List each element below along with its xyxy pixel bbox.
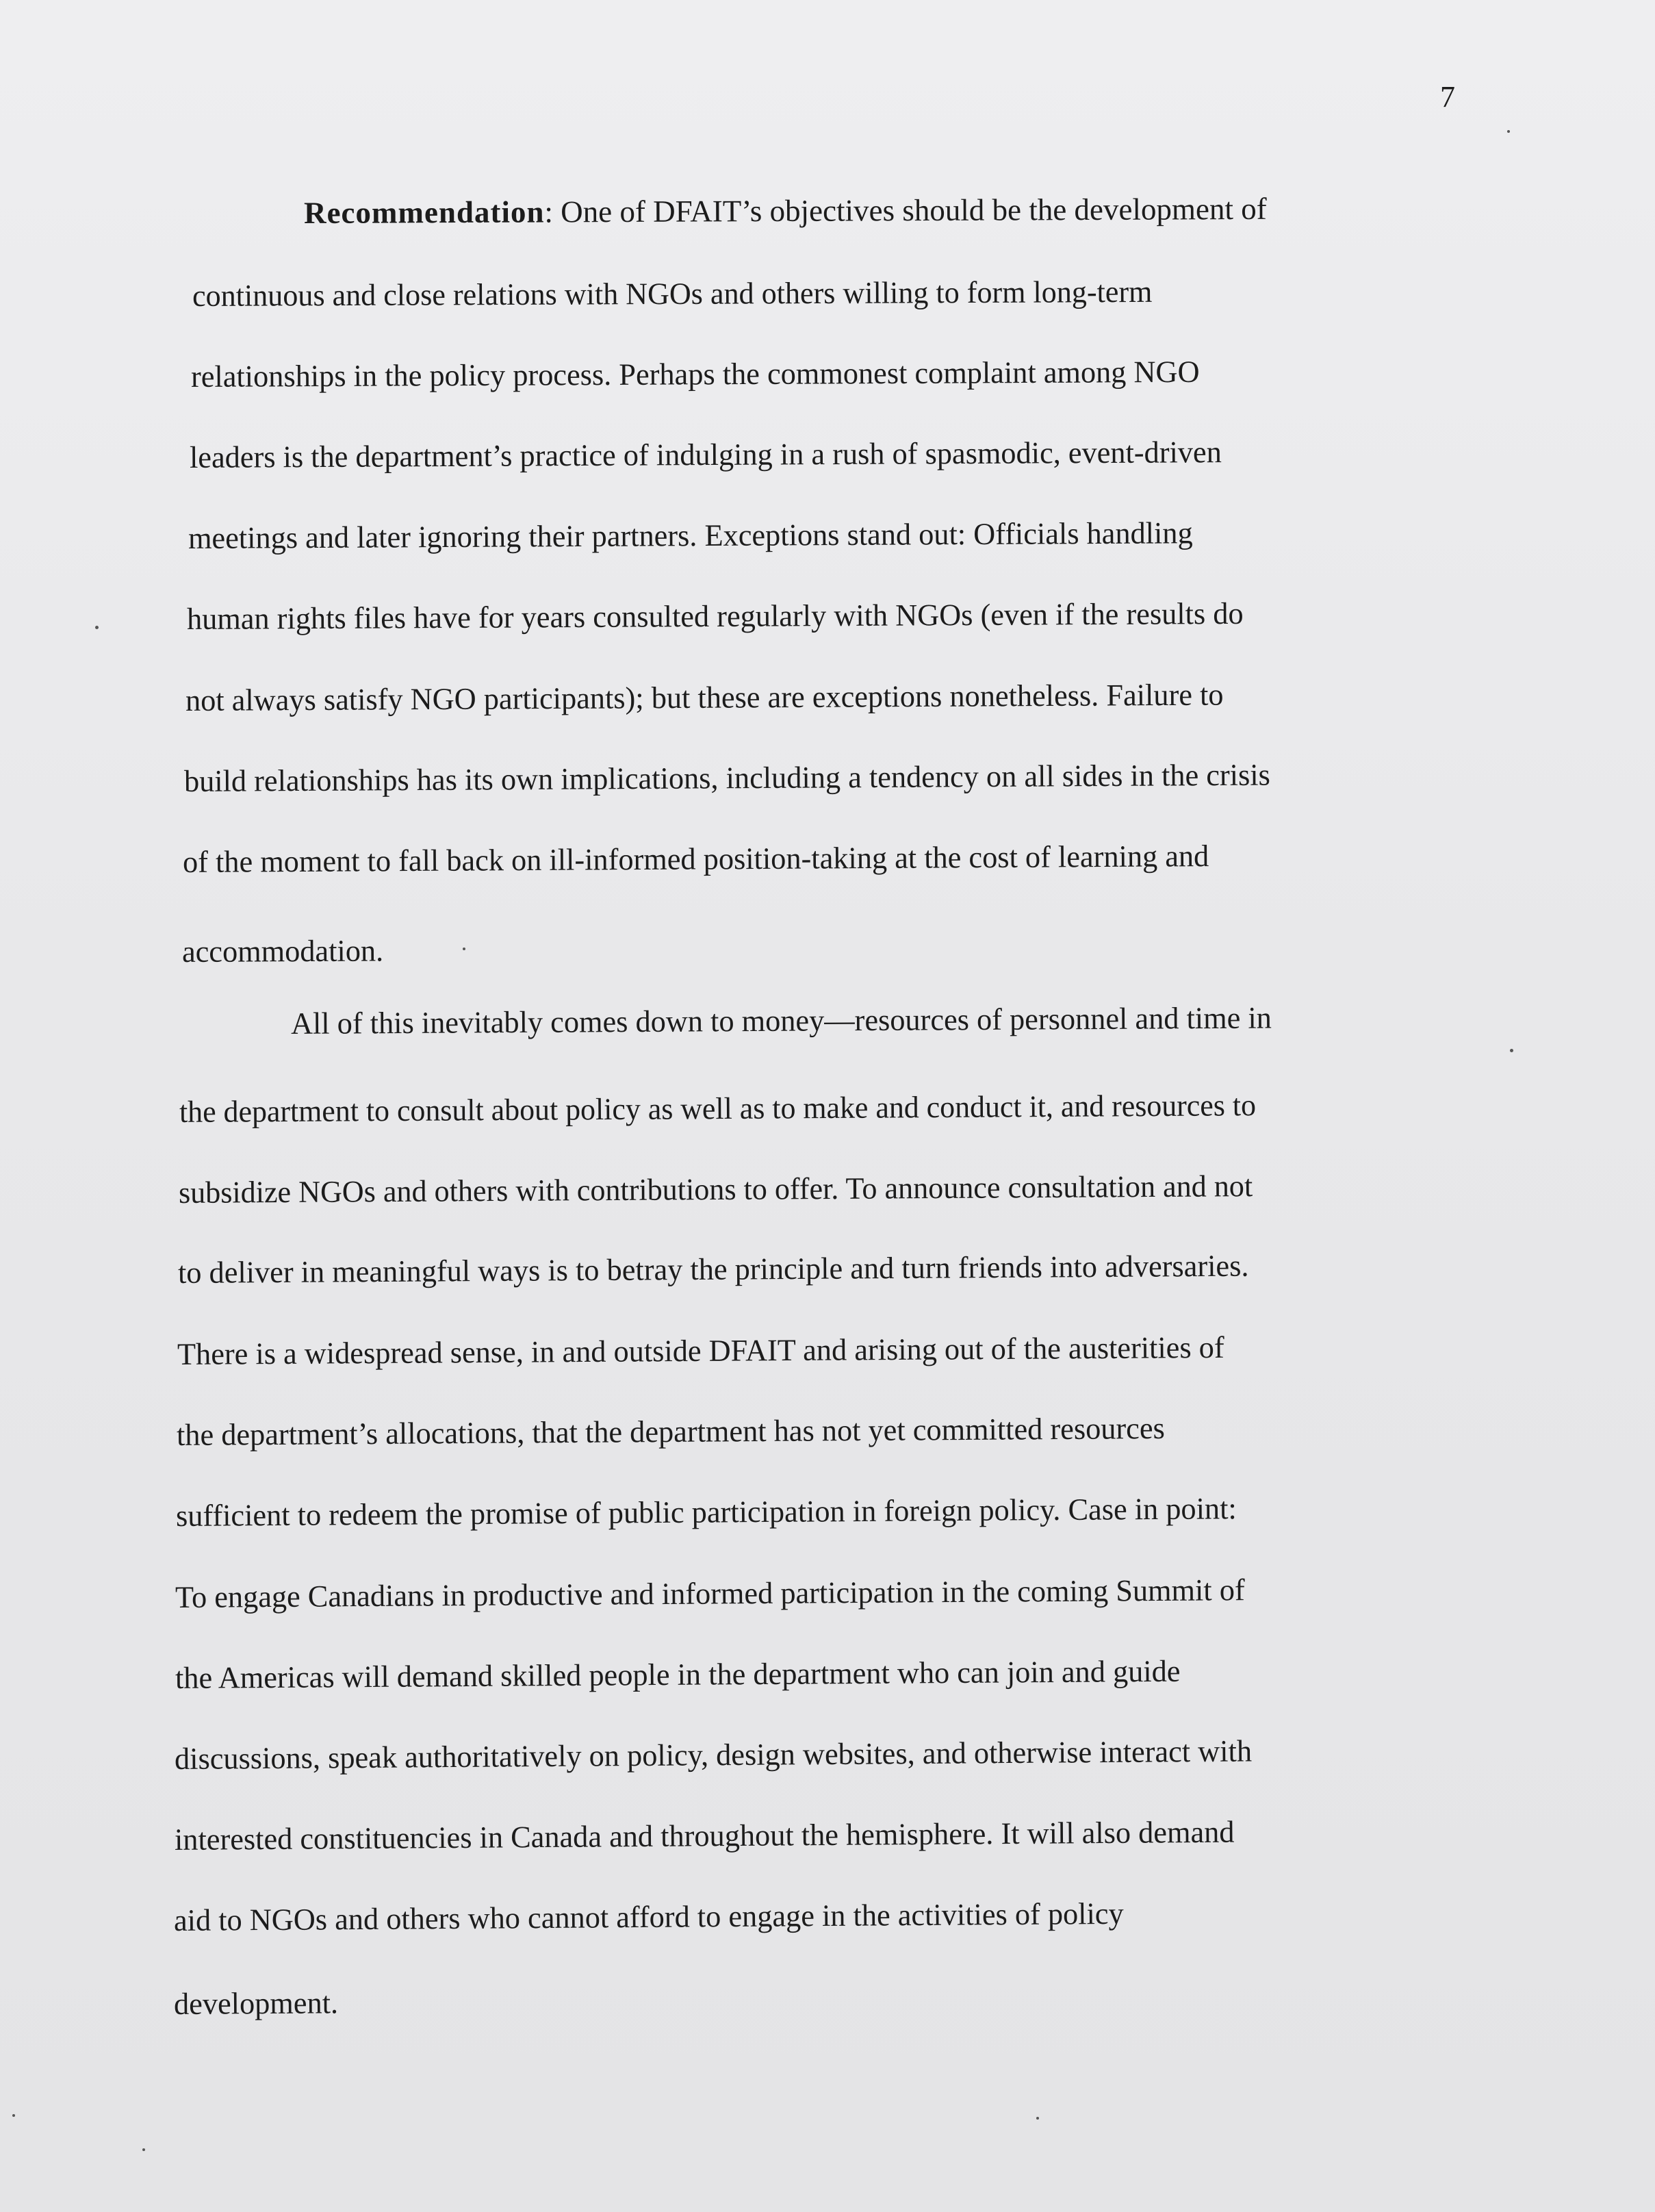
scan-speck xyxy=(463,948,465,950)
paragraph-2-line-11: interested constituencies in Canada and throughout the hemisphere. It will also demand xyxy=(174,1814,1235,1857)
paragraph-1-line-1-text: : One of DFAIT’s objectives should be the development of xyxy=(544,191,1267,229)
page-number: 7 xyxy=(1440,80,1455,114)
paragraph-1-line-5: meetings and later ignoring their partners. Exceptions stand out: Officials handling xyxy=(188,516,1193,555)
paragraph-2-line-4: to deliver in meaningful ways is to betray the principle and turn friends into adversaries. xyxy=(177,1248,1249,1290)
paragraph-1-line-2: continuous and close relations with NGOs and others willing to form long-term xyxy=(192,274,1153,313)
paragraph-1-line-1 xyxy=(304,188,1267,233)
paragraph-2-line-8: To engage Canadians in productive and informed participation in the coming Summit of xyxy=(175,1573,1245,1614)
paragraph-2-line-6: the department’s allocations, that the department has not yet committed resources xyxy=(176,1410,1165,1452)
scan-speck xyxy=(95,626,99,629)
paragraph-1-line-9: of the moment to fall back on ill-informed position-taking at the cost of learning and xyxy=(182,839,1209,879)
paragraph-2-line-9: the Americas will demand skilled people in the department who can join and guide xyxy=(175,1653,1181,1695)
paragraph-1-line-10: accommodation. xyxy=(181,933,384,969)
scan-speck xyxy=(12,2114,15,2117)
paragraph-1-line-3: relationships in the policy process. Perhaps the commonest complaint among NGO xyxy=(190,354,1200,394)
paragraph-2-line-2: the department to consult about policy as well as to make and conduct it, and resources to xyxy=(179,1088,1257,1129)
scan-speck xyxy=(142,2148,145,2151)
scan-speck xyxy=(1036,2117,1039,2120)
paragraph-2-line-3: subsidize NGOs and others with contributions to offer. To announce consultation and not xyxy=(178,1169,1253,1210)
paragraph-2-line-13: development. xyxy=(173,1985,339,2021)
paragraph-1-line-8: build relationships has its own implications, including a tendency on all sides in the crisis xyxy=(183,757,1270,798)
scan-speck xyxy=(1507,130,1510,133)
paragraph-2-line-7: sufficient to redeem the promise of public participation in foreign policy. Case in point: xyxy=(175,1491,1237,1533)
paragraph-2-line-12: aid to NGOs and others who cannot afford to engage in the activities of policy xyxy=(173,1896,1124,1937)
recommendation-label: Recommendation xyxy=(303,194,545,230)
scan-speck xyxy=(1510,1049,1513,1052)
paragraph-2-line-1: All of this inevitably comes down to money—resources of personnel and time in xyxy=(290,1000,1272,1041)
paragraph-2-line-10: discussions, speak authoritatively on policy, design websites, and otherwise interact with xyxy=(174,1733,1253,1776)
paragraph-1-line-6: human rights files have for years consulted regularly with NGOs (even if the results do xyxy=(186,596,1244,636)
paragraph-2-line-5: There is a widespread sense, in and outside DFAIT and arising out of the austerities of xyxy=(177,1330,1224,1371)
paragraph-1-line-7: not always satisfy NGO participants); but these are exceptions nonetheless. Failure to xyxy=(185,677,1224,717)
paragraph-1-line-4: leaders is the department’s practice of indulging in a rush of spasmodic, event-driven xyxy=(189,435,1222,474)
